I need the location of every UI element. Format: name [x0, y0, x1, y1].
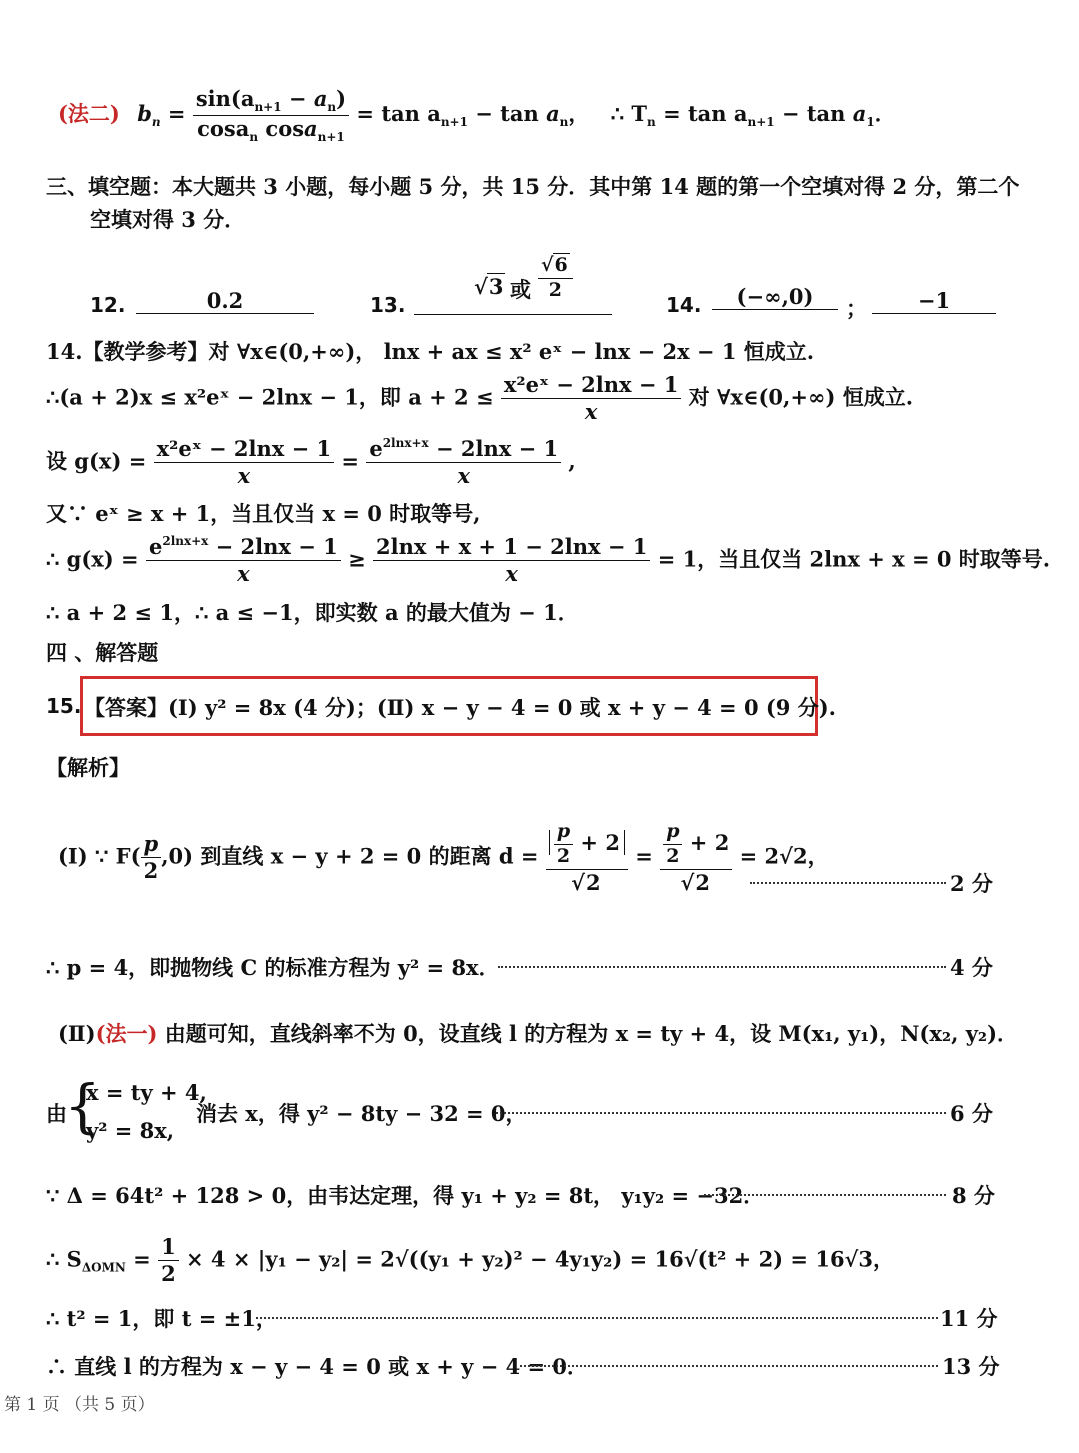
q14-separator: ； — [846, 296, 867, 321]
q15-system-you: 由 — [46, 1101, 67, 1126]
q15-answer: 【答案】(Ⅰ) y² = 8x (4 分)；(Ⅱ) x − y − 4 = 0 或 x + y − 4 = 0 (9 分). — [84, 695, 836, 720]
dots-leader-2 — [750, 882, 946, 884]
q13-answer: √3 或 $\frac{√6}{2}$ — [414, 252, 612, 315]
score-11: 11 分 — [940, 1306, 998, 1331]
q15-part2-intro: (Ⅱ)(法一) 由题可知，直线斜率不为 0，设直线 l 的方程为 x = ty + 4，设 M(x₁, y₁)，N(x₂, y₂)． — [58, 1021, 1019, 1046]
dots-leader-13 — [520, 1365, 938, 1367]
dots-leader-4 — [498, 966, 946, 968]
score-8: 8 分 — [952, 1183, 995, 1208]
distance-fraction2: $\frac{p}{2}$ + 2 √2 — [660, 820, 732, 896]
system-eq1: x = ty + 4, — [86, 1080, 207, 1105]
score-2: 2 分 — [950, 871, 993, 896]
q15-t-value: ∴ t² = 1，即 t = ±1， — [46, 1306, 277, 1331]
q14-line3: 设 g(x) = $\frac{\text{x²eˣ − 2lnx − 1}}{x}$ = $\frac{e^{2lnx+x} - 2\ln x - 1}{x}$ , — [46, 436, 576, 489]
q15-part1: (Ⅰ) ∵ F( $\frac{p}{2}$ ,0) 到直线 x − y + 2 = 0 的距离 d = $\frac{p}{2}$ + 2 √2 = $\frac{p}{2}$ + 2 √2 = 2√2， — [58, 820, 829, 895]
method2-rest: = $\tan a_{n+1} - \tan a_n$， — [356, 101, 590, 129]
system-brace: { — [64, 1072, 101, 1140]
q15-analysis: 【解析】 — [46, 755, 130, 780]
method2-line: (法二) $b_n$ = $\frac{\sin(a_{n+1} - a_n)}{\cos a_n \cos a_{n+1}}$ = $\tan a_{n+1} - \tan a_n$， ∴ $T_n = \tan a_{n+1} - \tan a_1$． — [58, 86, 896, 144]
q14-fraction1: $\frac{\text{x²eˣ − 2lnx − 1}}{x}$ — [501, 372, 681, 426]
page-footer: 第 1 页 （共 5 页） — [4, 1395, 155, 1415]
q14-label: 14. — [666, 293, 702, 317]
q15-vieta: ∵ Δ = 64t² + 128 > 0，由韦达定理，得 y₁ + y₂ = 8t， y₁y₂ = −32． — [46, 1183, 765, 1208]
score-6: 6 分 — [950, 1101, 993, 1126]
q14-line2: ∴(a + 2)x ≤ x²eˣ − 2lnx − 1，即 a + 2 ≤ $\frac{\text{x²eˣ − 2lnx − 1}}{x}$ 对 ∀x∈(0,+∞) 恒成立. — [46, 372, 914, 425]
q14-head: 14.【教学参考】对 ∀x∈(0,+∞)， lnx + ax ≤ x² eˣ − lnx − 2x − 1 恒成立. — [46, 339, 815, 364]
q15-final: ∴ 直线 l 的方程为 x − y − 4 = 0 或 x + y − 4 = 0． — [46, 1354, 589, 1379]
q13-or: 或 — [510, 277, 531, 302]
method2-fraction: $\frac{\sin(a_{n+1} - a_n)}{\cos a_n \cos a_{n+1}}$ — [193, 86, 349, 145]
dots-leader-6 — [496, 1112, 946, 1114]
distance-fraction1: $\frac{p}{2}$ + 2 √2 — [546, 820, 628, 896]
q15-line-p4: ∴ p = 4，即抛物线 C 的标准方程为 y² = 8x． — [46, 955, 500, 980]
q14-answer1: (−∞,0) — [712, 284, 838, 310]
score-4: 4 分 — [950, 955, 993, 980]
score-13: 13 分 — [942, 1354, 1000, 1379]
q13-label: 13. — [370, 293, 406, 317]
q14-line4: 又∵ eˣ ≥ x + 1，当且仅当 x = 0 时取等号, — [46, 501, 481, 526]
dots-leader-8 — [704, 1194, 946, 1196]
dots-leader-11 — [256, 1317, 938, 1319]
q15-eliminate: 消去 x，得 y² − 8ty − 32 = 0， — [196, 1101, 527, 1126]
method2-conclusion: ∴ $T_n = \tan a_{n+1} - \tan a_1$． — [610, 101, 896, 129]
q15-label: 15. — [46, 694, 82, 718]
section3-line2: 空填对得 3 分． — [90, 207, 246, 232]
system-eq2: y² = 8x, — [86, 1118, 175, 1143]
q15-area: ∴ $S_{\Delta OMN}$ = $\frac{1}{2}$ × 4 × |y₁ − y₂| = 2√((y₁ + y₂)² − 4y₁y₂) = 16√(t² + 2) = 16√3， — [46, 1234, 894, 1287]
method2-b: $b_n$ — [137, 101, 161, 129]
q12-label: 12. — [90, 293, 126, 317]
section3-line1: 三、填空题：本大题共 3 小题，每小题 5 分，共 15 分．其中第 14 题的第一个空填对得 2 分，第二个 — [46, 174, 1020, 199]
method2-tag: (法二) — [58, 101, 120, 126]
q12-answer: 0.2 — [136, 288, 314, 314]
q14-line5: ∴ g(x) = $\frac{e^{2lnx+x} - 2\ln x - 1}{x}$ ≥ $\frac{2\ln x + x + 1 - 2\ln x - 1}{x}$ = 1，当且仅当 2lnx + x = 0 时取等号. — [46, 534, 1051, 587]
q14-line6: ∴ a + 2 ≤ 1，∴ a ≤ −1，即实数 a 的最大值为 − 1． — [46, 600, 579, 625]
q14-answer2: −1 — [872, 288, 996, 314]
section4-title: 四 、解答题 — [46, 640, 159, 665]
